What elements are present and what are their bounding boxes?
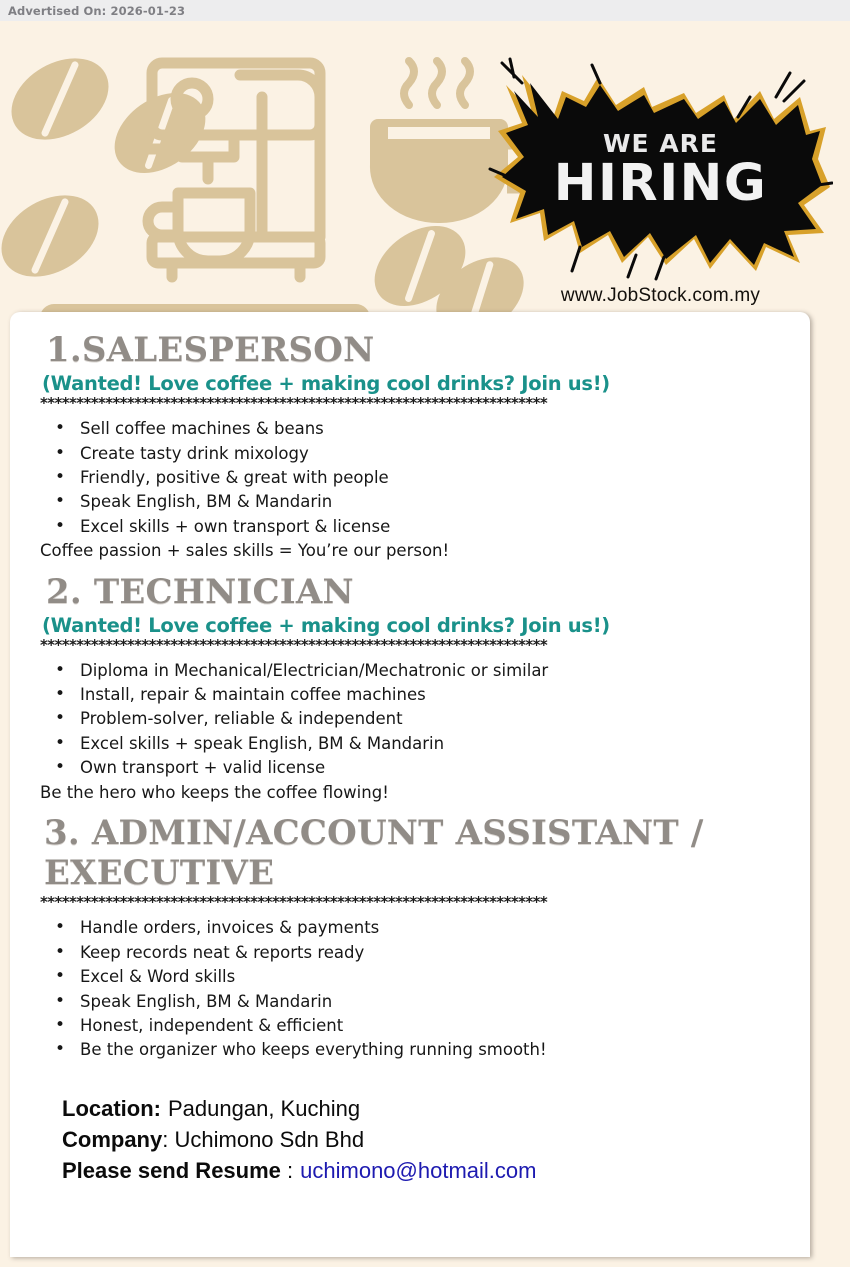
asterisk-divider: ********************************************************************** — [40, 895, 548, 911]
list-item: • Diploma in Mechanical/Electrician/Mechatronic or similar — [46, 659, 788, 683]
email-link[interactable]: uchimono@hotmail.com — [300, 1158, 537, 1184]
job-banner — [0, 21, 850, 312]
list-item: • Excel & Word skills — [46, 965, 788, 989]
we-are-hiring-burst — [488, 57, 833, 282]
job-requirements-list — [32, 916, 788, 1062]
job-requirements-list — [32, 659, 788, 781]
location-row — [62, 1093, 788, 1124]
job-requirements-list — [32, 417, 788, 539]
asterisk-divider: ********************************************************************** — [40, 396, 548, 412]
job-closing-line: Be the hero who keeps the coffee flowing! — [40, 782, 389, 802]
advertised-on-text: Advertised On: 2026-01-23 — [8, 3, 186, 18]
list-item: • Speak English, BM & Mandarin — [46, 490, 788, 514]
job-section-salesperson — [32, 330, 788, 564]
list-item: • Speak English, BM & Mandarin — [46, 990, 788, 1014]
list-item: • Sell coffee machines & beans — [46, 417, 788, 441]
list-item: • Keep records neat & reports ready — [46, 941, 788, 965]
advertised-on-bar — [0, 0, 850, 21]
burst-shape — [488, 57, 833, 282]
company-separator: : — [162, 1126, 169, 1152]
job-closing-line: Coffee passion + sales skills = You’re our person! — [40, 541, 450, 561]
company-row — [62, 1124, 788, 1155]
resume-row — [62, 1155, 788, 1186]
list-item: • Friendly, positive & great with people — [46, 466, 788, 490]
job-listing-card — [10, 312, 810, 1257]
job-title: 3. ADMIN/ACCOUNT ASSISTANT / EXECUTIVE — [44, 813, 704, 894]
job-subtitle: (Wanted! Love coffee + making cool drinks? Join us!) — [42, 613, 610, 637]
resume-separator: : — [287, 1158, 294, 1184]
job-title: 1.SALESPERSON — [46, 330, 375, 370]
location-value: Padungan, Kuching — [168, 1095, 361, 1121]
list-item: • Excel skills + own transport & license — [46, 515, 788, 539]
coffee-bean-icon — [0, 179, 113, 293]
job-title: 2. TECHNICIAN — [46, 571, 354, 612]
job-section-technician — [32, 572, 788, 806]
list-item: • Create tasty drink mixology — [46, 442, 788, 466]
counter-shape — [40, 304, 370, 312]
list-item: • Honest, independent & efficient — [46, 1014, 788, 1038]
location-label: Location: — [62, 1095, 161, 1121]
company-value: Uchimono Sdn Bhd — [174, 1126, 365, 1152]
contact-block — [62, 1093, 788, 1187]
resume-label: Please send Resume — [62, 1158, 281, 1184]
company-label: Company — [62, 1126, 163, 1152]
we-are-text: WE ARE — [602, 128, 719, 158]
asterisk-divider: ********************************************************************** — [40, 637, 548, 653]
hiring-text: HIRING — [553, 153, 768, 213]
list-item: • Excel skills + speak English, BM & Mandarin — [46, 732, 788, 756]
job-section-admin-account-assistant — [32, 813, 788, 1063]
job-subtitle: (Wanted! Love coffee + making cool drinks? Join us!) — [42, 372, 610, 396]
list-item: • Problem-solver, reliable & independent — [46, 707, 788, 731]
list-item: • Handle orders, invoices & payments — [46, 916, 788, 940]
list-item: • Own transport + valid license — [46, 756, 788, 780]
website-url: www.JobStock.com.my — [560, 285, 761, 306]
list-item: • Be the organizer who keeps everything running smooth! — [46, 1038, 788, 1062]
list-item: • Install, repair & maintain coffee machines — [46, 683, 788, 707]
